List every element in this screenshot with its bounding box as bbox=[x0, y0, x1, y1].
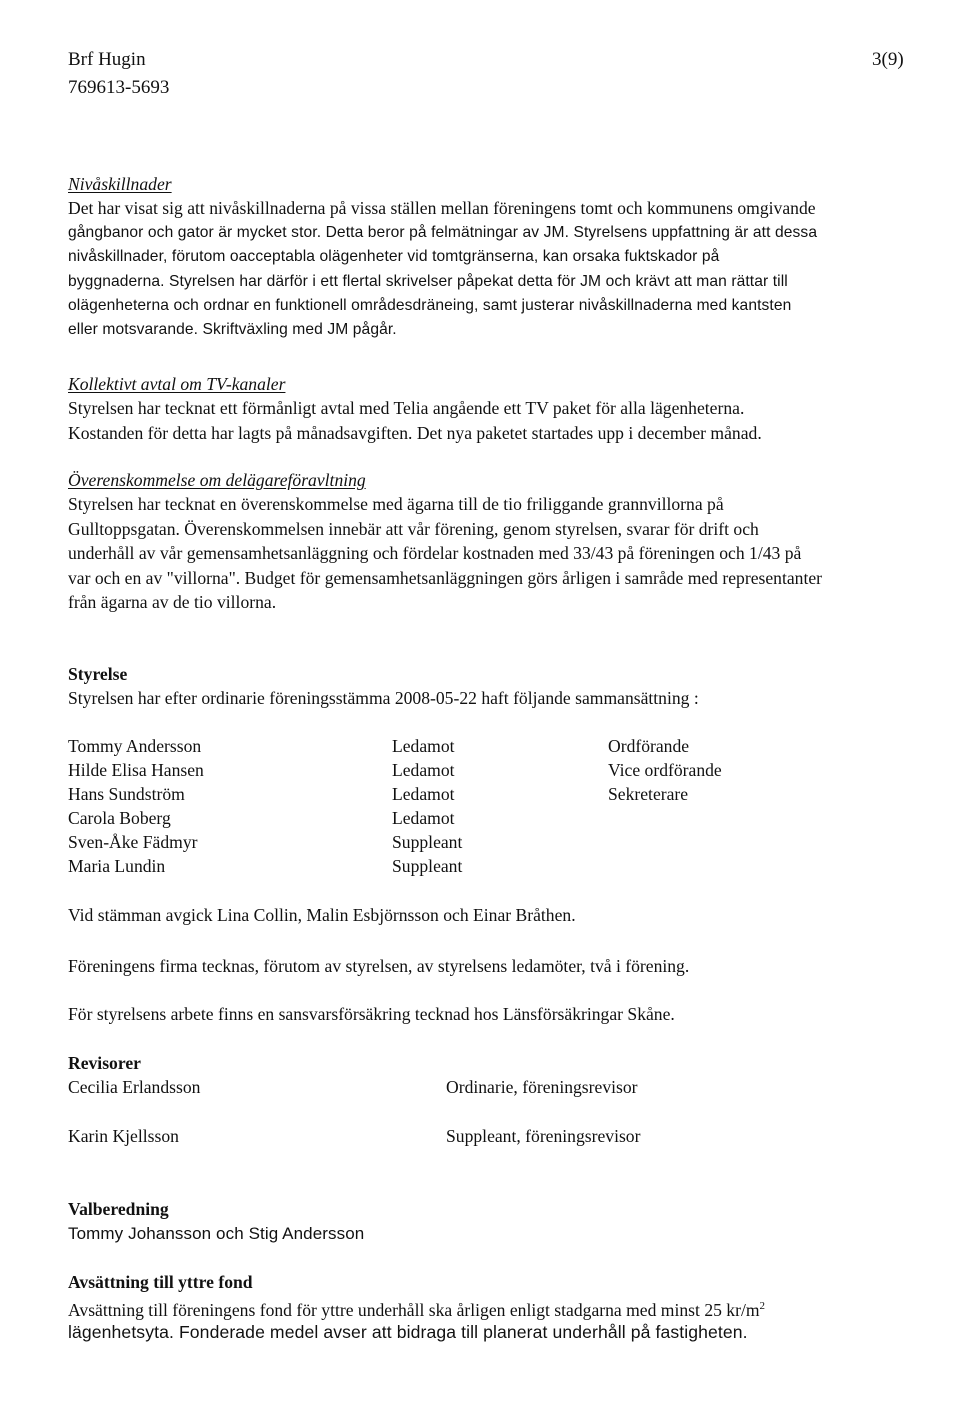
styrelse-intro: Styrelsen har efter ordinarie föreningsstämma 2008-05-22 haft följande sammansättning : bbox=[68, 688, 699, 709]
member-role: Ledamot bbox=[392, 760, 455, 780]
paragraph-line: byggnaderna. Styrelsen har därför i ett flertal skrivelser påpekat detta för JM och krävt att man rättar till bbox=[68, 272, 788, 290]
page-number: 3(9) bbox=[872, 49, 904, 70]
paragraph-line: nivåskillnader, förutom oacceptabla olägenheter vid tomtgränserna, kan orsaka fuktskador på bbox=[68, 248, 720, 266]
paragraph-line: underhåll av vår gemensamhetsanläggning och fördelar kostnaden med 33/43 på föreningen och 1/43 på bbox=[68, 543, 802, 564]
revisorer-title: Revisorer bbox=[68, 1053, 141, 1073]
valberedning-title: Valberedning bbox=[68, 1199, 169, 1219]
auditor-role: Ordinarie, föreningsrevisor bbox=[446, 1077, 638, 1097]
paragraph-line: Det har visat sig att nivåskillnaderna på vissa ställen mellan föreningens tomt och kommunens omgivande bbox=[68, 198, 816, 219]
member-name: Hilde Elisa Hansen bbox=[68, 760, 204, 780]
member-position: Sekreterare bbox=[608, 784, 689, 804]
section-title: Kollektivt avtal om TV-kanaler bbox=[68, 374, 286, 394]
fond-line-2: lägenhetsyta. Fonderade medel avser att bidraga till planerat underhåll på fastigheten. bbox=[68, 1322, 748, 1342]
paragraph-line: från ägarna av de tio villorna. bbox=[68, 592, 277, 613]
section-tv-avtal bbox=[68, 372, 958, 445]
section-title: Styrelse bbox=[68, 664, 128, 684]
paragraph-line: Styrelsen har tecknat en överenskommelse med ägarna till de tio friliggande grannvillorna på bbox=[68, 494, 724, 515]
paragraph-line: gångbanor och gator är mycket stor. Detta beror på felmätningar av JM. Styrelsens uppfattning är att dessa bbox=[68, 223, 818, 241]
member-name: Hans Sundström bbox=[68, 784, 185, 804]
member-role: Suppleant bbox=[392, 856, 463, 876]
member-position: Ordförande bbox=[608, 736, 690, 756]
fond-title: Avsättning till yttre fond bbox=[68, 1272, 253, 1292]
paragraph-line: eller motsvarande. Skriftväxling med JM pågår. bbox=[68, 321, 397, 339]
fond-line-1 bbox=[68, 1294, 765, 1322]
org-name: Brf Hugin bbox=[68, 49, 146, 70]
member-name: Maria Lundin bbox=[68, 856, 166, 876]
paragraph-line: olägenheterna och ordnar en funktionell områdesdräneing, samt justerar nivåskillnaderna med kantsten bbox=[68, 297, 792, 315]
member-role: Ledamot bbox=[392, 784, 455, 804]
member-role: Ledamot bbox=[392, 736, 455, 756]
insurance-note: För styrelsens arbete finns en sansvarsförsäkring tecknad hos Länsförsäkringar Skåne. bbox=[68, 1004, 675, 1024]
section-title: Nivåskillnader bbox=[68, 174, 172, 194]
fond-text: Avsättning till föreningens fond för yttre underhåll ska årligen enligt stadgarna med minst 25 kr/m bbox=[68, 1299, 760, 1320]
member-position: Vice ordförande bbox=[608, 760, 722, 780]
fond-superscript: 2 bbox=[759, 1300, 766, 1312]
auditor-name: Karin Kjellsson bbox=[68, 1126, 179, 1146]
paragraph-line: Kostanden för detta har lagts på månadsavgiften. Det nya paketet startades upp i december månad. bbox=[68, 422, 762, 443]
org-number: 769613-5693 bbox=[68, 77, 170, 98]
departed-members: Vid stämman avgick Lina Collin, Malin Esbjörnsson och Einar Bråthen. bbox=[68, 905, 576, 925]
member-role: Suppleant bbox=[392, 832, 463, 852]
member-name: Carola Boberg bbox=[68, 808, 171, 828]
section-title: Överenskommelse om delägareföravltning bbox=[68, 470, 366, 490]
auditor-name: Cecilia Erlandsson bbox=[68, 1077, 201, 1097]
section-nivaskillnader bbox=[68, 172, 958, 343]
valberedning-members: Tommy Johansson och Stig Andersson bbox=[68, 1224, 365, 1243]
member-name: Sven-Åke Fädmyr bbox=[68, 832, 198, 852]
paragraph-line: var och en av "villorna". Budget för gemensamhetsanläggningen görs årligen i samråde med representanter bbox=[68, 567, 823, 588]
signing-rule: Föreningens firma tecknas, förutom av styrelsen, av styrelsens ledamöter, två i förening. bbox=[68, 956, 690, 976]
section-overenskommelse bbox=[68, 468, 958, 614]
auditor-role: Suppleant, föreningsrevisor bbox=[446, 1126, 641, 1146]
member-role: Ledamot bbox=[392, 808, 455, 828]
paragraph-line: Gulltoppsgatan. Överenskommelsen innebär att vår förening, genom styrelsen, svarar för drift och bbox=[68, 518, 759, 539]
paragraph-line: Styrelsen har tecknat ett förmånligt avtal med Telia angående ett TV paket för alla lägenheterna. bbox=[68, 398, 745, 419]
section-styrelse bbox=[68, 662, 958, 711]
member-name: Tommy Andersson bbox=[68, 736, 202, 756]
